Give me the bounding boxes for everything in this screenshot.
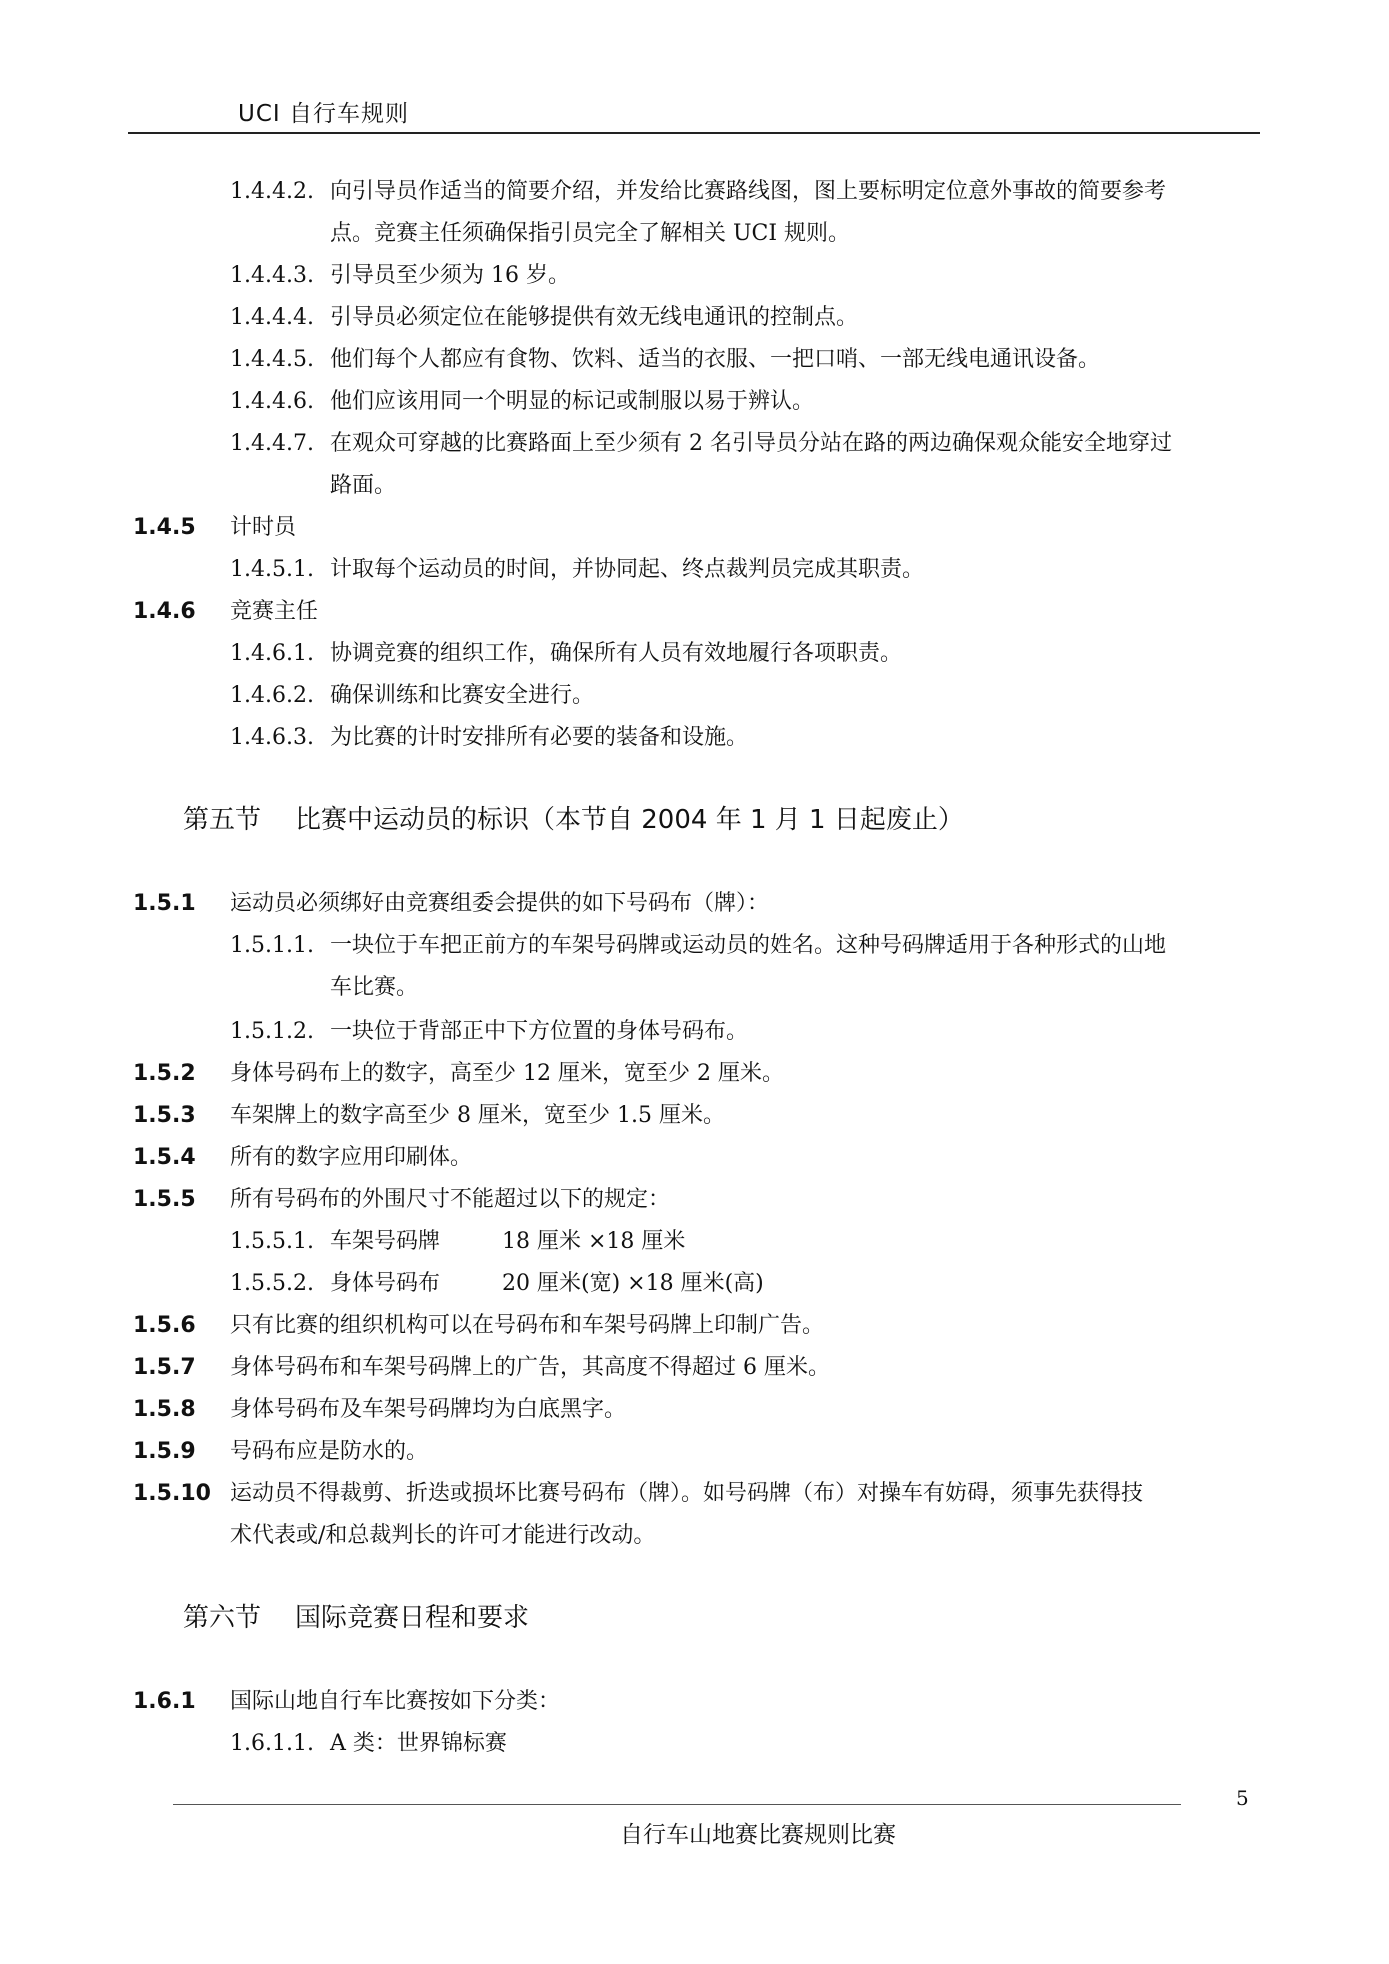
rule-heading-1-5-2 xyxy=(133,1060,784,1088)
footer-divider xyxy=(173,1804,1181,1805)
rule-text: 竞赛主任 xyxy=(230,599,319,624)
rule-text: 在观众可穿越的比赛路面上至少须有 2 名引导员分站在路的两边确保观众能安全地穿过 xyxy=(330,431,1172,456)
rule-heading-1-5-8 xyxy=(133,1396,626,1424)
rule-text: 向引导员作适当的简要介绍，并发给比赛路线图，图上要标明定位意外事故的简要参考 xyxy=(330,179,1167,204)
rule-item-1-4-4-2 xyxy=(230,178,1166,206)
rule-number: 1.6.1 xyxy=(133,1689,196,1714)
rule-item-1-5-1-1 xyxy=(230,932,1166,960)
rule-text: 确保训练和比赛安全进行。 xyxy=(330,683,595,708)
rule-text: 引导员必须定位在能够提供有效无线电通讯的控制点。 xyxy=(330,305,859,330)
rule-text: 计取每个运动员的时间，并协同起、终点裁判员完成其职责。 xyxy=(330,557,925,582)
rule-text: 所有的数字应用印刷体。 xyxy=(230,1145,473,1170)
rule-text: 国际山地自行车比赛按如下分类： xyxy=(230,1689,561,1714)
rule-item-continuation xyxy=(330,220,850,248)
rule-heading-1-5-10 xyxy=(133,1480,1143,1508)
rule-number: 1.4.6.3. xyxy=(230,725,314,750)
rule-number: 1.5.1 xyxy=(133,891,196,916)
rule-heading-1-5-1 xyxy=(133,890,769,918)
rule-number: 1.4.6.2. xyxy=(230,683,314,708)
rule-text: 运动员必须绑好由竞赛组委会提供的如下号码布（牌）： xyxy=(230,891,770,916)
rule-text: 运动员不得裁剪、折迭或损坏比赛号码布（牌）。如号码牌（布）对操车有妨碍，须事先获得技 xyxy=(230,1481,1144,1506)
rule-number: 1.4.4.7. xyxy=(230,431,314,456)
rule-item-1-4-4-7 xyxy=(230,430,1172,458)
rule-number: 1.5.5 xyxy=(133,1187,196,1212)
rule-number: 1.4.4.6. xyxy=(230,389,314,414)
rule-item-1-5-5-2 xyxy=(230,1270,764,1298)
rule-item-1-4-6-3 xyxy=(230,724,748,752)
rule-item-1-4-4-3 xyxy=(230,262,570,290)
page-number: 5 xyxy=(1236,1786,1249,1810)
rule-number: 1.5.1.1. xyxy=(230,933,314,958)
rule-item-continuation xyxy=(330,974,418,1002)
rule-item-1-5-5-1 xyxy=(230,1228,685,1256)
rule-text: 他们每个人都应有食物、饮料、适当的衣服、一把口哨、一部无线电通讯设备。 xyxy=(330,347,1101,372)
header-divider xyxy=(128,132,1260,134)
rule-number: 1.5.8 xyxy=(133,1397,196,1422)
rule-number: 1.5.5.2. xyxy=(230,1271,314,1296)
section-number: 第五节 xyxy=(183,805,262,835)
running-header-title: UCI 自行车规则 xyxy=(238,101,409,127)
rule-number: 1.5.1.2. xyxy=(230,1019,314,1044)
rule-heading-1-5-7 xyxy=(133,1354,830,1382)
section-heading-6 xyxy=(183,1602,529,1634)
rule-heading-1-4-5 xyxy=(133,514,296,542)
rule-heading-1-5-4 xyxy=(133,1144,472,1172)
rule-item-1-4-6-1 xyxy=(230,640,902,668)
rule-text: 一块位于背部正中下方位置的身体号码布。 xyxy=(330,1019,749,1044)
rule-text: 身体号码布上的数字，高至少 12 厘米，宽至少 2 厘米。 xyxy=(230,1061,784,1086)
rule-heading-1-4-6 xyxy=(133,598,318,626)
rule-number: 1.5.7 xyxy=(133,1355,196,1380)
rule-heading-1-5-6 xyxy=(133,1312,824,1340)
rule-number: 1.5.2 xyxy=(133,1061,196,1086)
rule-text: 身体号码布及车架号码牌均为白底黑字。 xyxy=(230,1397,627,1422)
rule-number: 1.4.6 xyxy=(133,599,196,624)
dimension-value: 18 厘米 ×18 厘米 xyxy=(502,1229,686,1254)
rule-text: 一块位于车把正前方的车架号码牌或运动员的姓名。这种号码牌适用于各种形式的山地 xyxy=(330,933,1167,958)
rule-item-1-4-4-6 xyxy=(230,388,814,416)
rule-text: 车比赛。 xyxy=(330,975,419,1000)
rule-text: 所有号码布的外围尺寸不能超过以下的规定： xyxy=(230,1187,671,1212)
rule-text: 计时员 xyxy=(230,515,297,540)
rule-item-1-4-5-1 xyxy=(230,556,924,584)
rule-number: 1.4.5 xyxy=(133,515,196,540)
rule-number: 1.4.6.1. xyxy=(230,641,314,666)
rule-heading-1-5-9 xyxy=(133,1438,428,1466)
dimension-value: 20 厘米(宽) ×18 厘米(高) xyxy=(502,1271,764,1296)
rule-item-1-5-1-2 xyxy=(230,1018,748,1046)
rule-heading-1-6-1 xyxy=(133,1688,560,1716)
rule-number: 1.5.10 xyxy=(133,1481,211,1506)
rule-item-1-6-1-1 xyxy=(230,1730,507,1758)
section-title: 国际竞赛日程和要求 xyxy=(295,1603,530,1633)
rule-item-continuation xyxy=(330,472,396,500)
section-number: 第六节 xyxy=(183,1603,262,1633)
rule-number: 1.4.5.1. xyxy=(230,557,314,582)
rule-number: 1.4.4.3. xyxy=(230,263,314,288)
rule-number: 1.5.9 xyxy=(133,1439,196,1464)
section-heading-5 xyxy=(183,804,964,836)
dimension-label: 身体号码布 xyxy=(330,1271,441,1296)
rule-item-continuation xyxy=(230,1522,655,1550)
dimension-label: 车架号码牌 xyxy=(330,1229,441,1254)
rule-number: 1.4.4.4. xyxy=(230,305,314,330)
rule-text: 引导员至少须为 16 岁。 xyxy=(330,263,570,288)
rule-text: 号码布应是防水的。 xyxy=(230,1439,429,1464)
rule-text: A 类：世界锦标赛 xyxy=(330,1731,507,1756)
rule-item-1-4-4-4 xyxy=(230,304,858,332)
footer-title: 自行车山地赛比赛规则比赛 xyxy=(620,1822,896,1848)
rule-heading-1-5-3 xyxy=(133,1102,725,1130)
section-title: 比赛中运动员的标识（本节自 2004 年 1 月 1 日起废止） xyxy=(295,805,964,835)
rule-number: 1.5.5.1. xyxy=(230,1229,314,1254)
rule-text: 术代表或/和总裁判长的许可才能进行改动。 xyxy=(230,1523,656,1548)
rule-text: 只有比赛的组织机构可以在号码布和车架号码牌上印制广告。 xyxy=(230,1313,825,1338)
rule-number: 1.4.4.2. xyxy=(230,179,314,204)
rule-number: 1.5.6 xyxy=(133,1313,196,1338)
rule-number: 1.5.4 xyxy=(133,1145,196,1170)
rule-text: 路面。 xyxy=(330,473,397,498)
rule-number: 1.6.1.1. xyxy=(230,1731,314,1756)
rule-number: 1.5.3 xyxy=(133,1103,196,1128)
rule-item-1-4-6-2 xyxy=(230,682,594,710)
rule-text: 车架牌上的数字高至少 8 厘米，宽至少 1.5 厘米。 xyxy=(230,1103,725,1128)
rule-text: 点。竞赛主任须确保指引员完全了解相关 UCI 规则。 xyxy=(330,221,851,246)
rule-heading-1-5-5 xyxy=(133,1186,670,1214)
rule-text: 身体号码布和车架号码牌上的广告，其高度不得超过 6 厘米。 xyxy=(230,1355,830,1380)
rule-text: 协调竞赛的组织工作，确保所有人员有效地履行各项职责。 xyxy=(330,641,903,666)
rule-text: 他们应该用同一个明显的标记或制服以易于辨认。 xyxy=(330,389,815,414)
rule-number: 1.4.4.5. xyxy=(230,347,314,372)
rule-text: 为比赛的计时安排所有必要的装备和设施。 xyxy=(330,725,749,750)
rule-item-1-4-4-5 xyxy=(230,346,1100,374)
